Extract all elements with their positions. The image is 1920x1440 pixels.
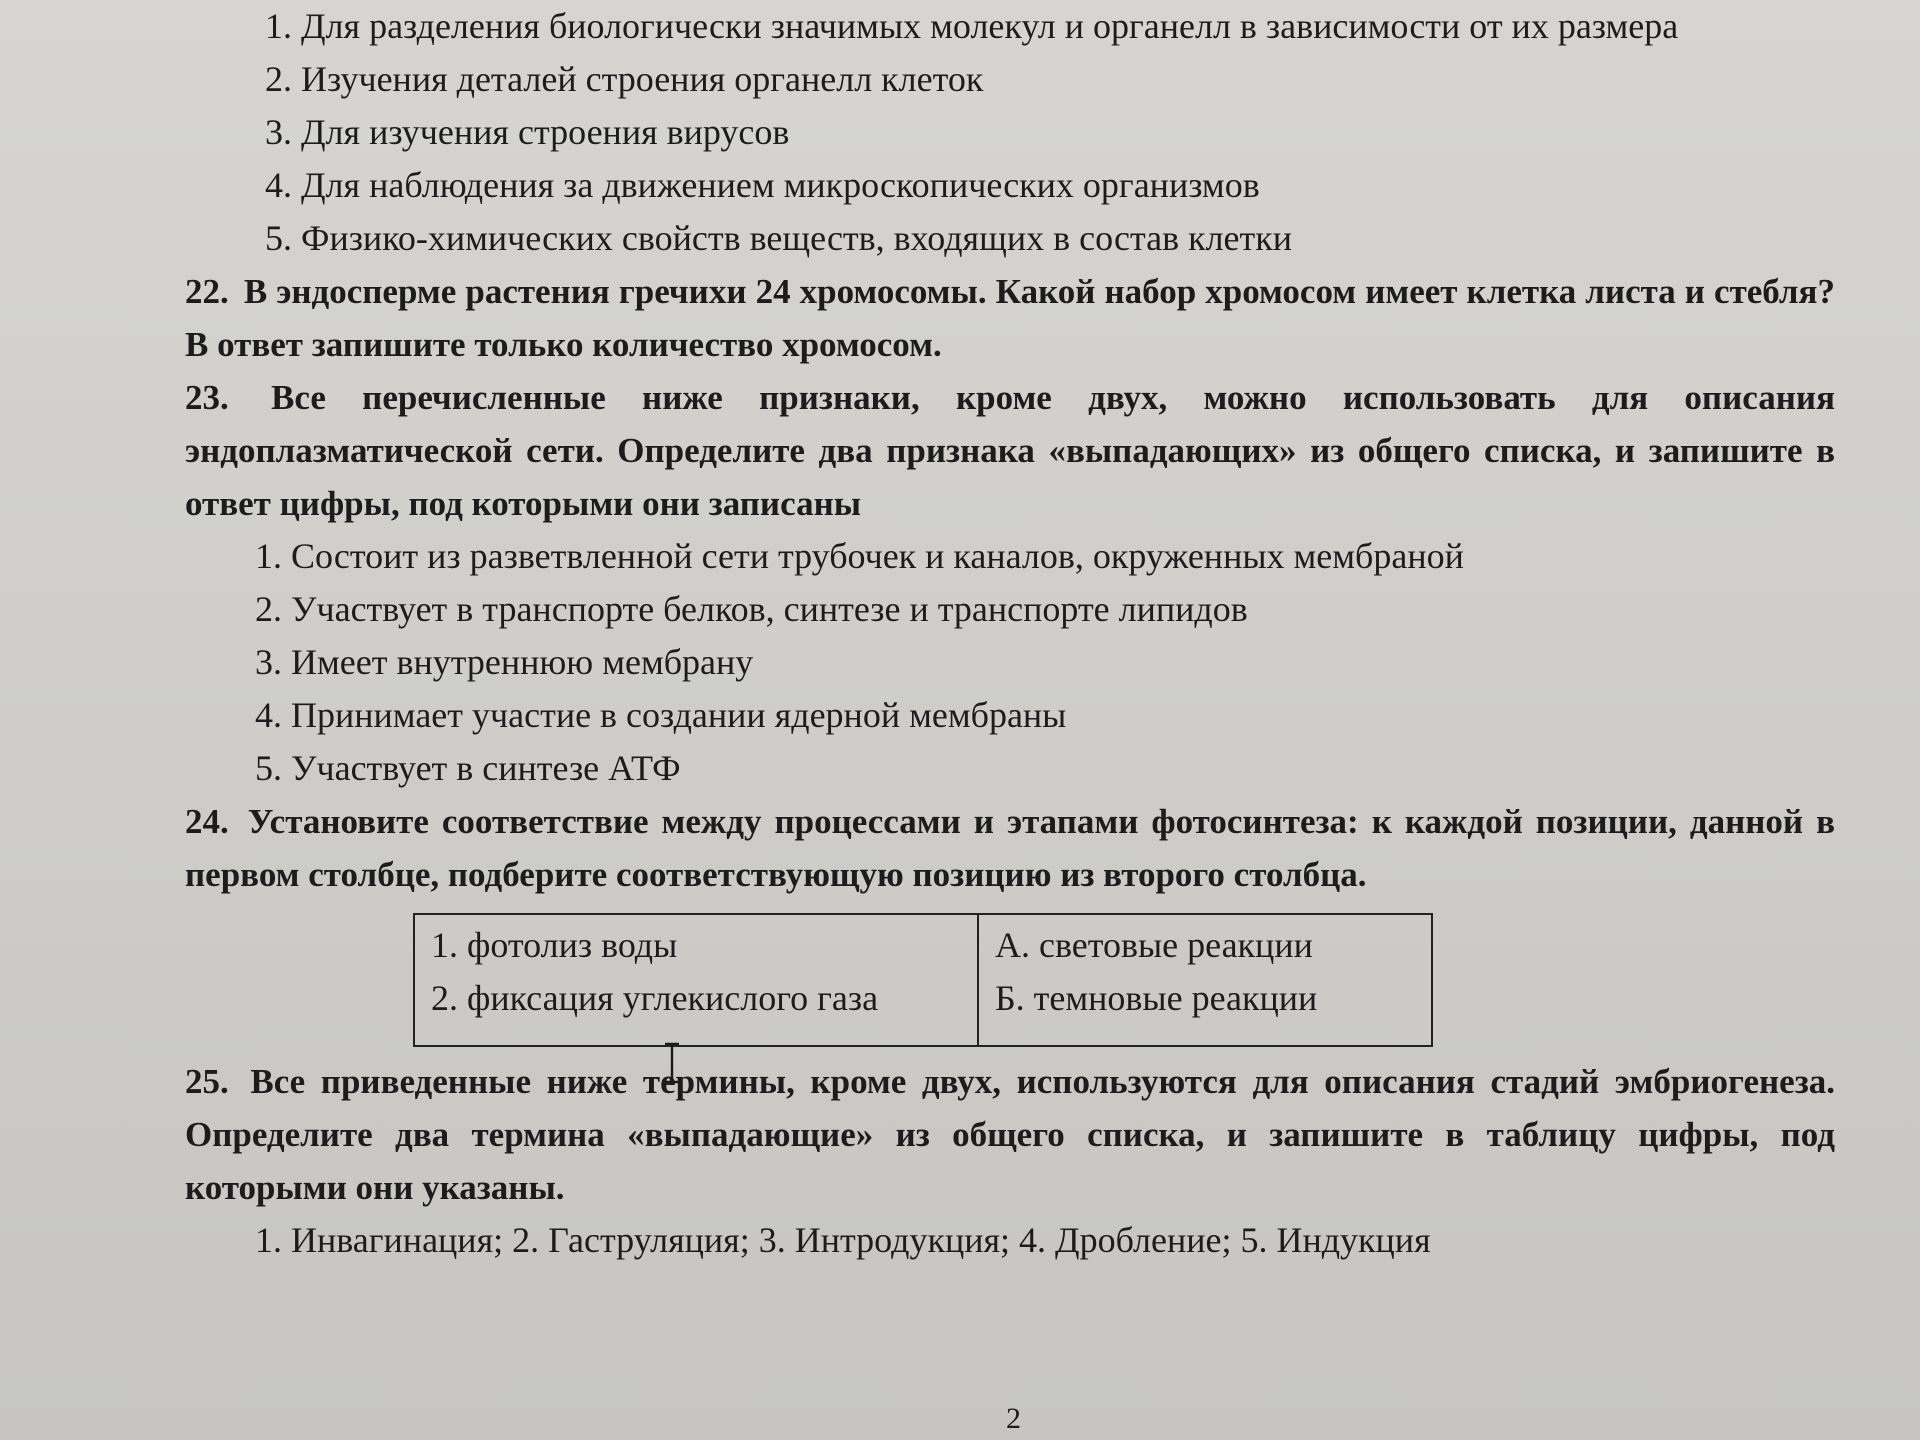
table-row xyxy=(414,914,1432,1046)
question-22 xyxy=(185,265,1835,371)
list-item: 3. Имеет внутреннюю мембрану xyxy=(255,642,754,682)
q23-options-list xyxy=(185,530,1835,795)
question-23 xyxy=(185,371,1835,530)
stage-item: А. световые реакции xyxy=(995,925,1313,965)
question-text: В эндосперме растения гречихи 24 хромосомы. Какой набор хромосом имеет клетка листа и стебля? В ответ запишите только количество хромосом. xyxy=(185,272,1835,364)
question-text: Все приведенные ниже термины, кроме двух, используются для описания стадий эмбриогенеза. Определите два термина «выпадающие» из общего списка, и запишите в таблицу цифры, под которыми они указаны. xyxy=(185,1062,1836,1207)
processes-column xyxy=(414,914,978,1046)
list-item: 1. Для разделения биологически значимых молекул и органелл в зависимости от их размера xyxy=(265,6,1679,46)
list-item: 3. Для изучения строения вирусов xyxy=(265,112,790,152)
list-item: 5. Физико-химических свойств веществ, входящих в состав клетки xyxy=(265,218,1293,258)
question-text: Все перечисленные ниже признаки, кроме двух, можно использовать для описания эндоплазматической сети. Определите два признака «выпадающих» из общего списка, и запишите в ответ цифры, под которыми они записаны xyxy=(185,378,1835,523)
process-item: 1. фотолиз воды xyxy=(431,925,678,965)
question-number: 22. xyxy=(185,272,229,311)
list-item: 4. Для наблюдения за движением микроскопических организмов xyxy=(265,165,1260,205)
question-24 xyxy=(185,795,1835,901)
q25-terms: 1. Инвагинация; 2. Гаструляция; 3. Интродукция; 4. Дробление; 5. Индукция xyxy=(255,1220,1431,1260)
list-item: 2. Изучения деталей строения органелл клеток xyxy=(265,59,984,99)
question-number: 25. xyxy=(185,1062,229,1101)
document-content xyxy=(185,0,1835,1267)
stage-item: Б. темновые реакции xyxy=(995,978,1318,1018)
list-item: 1. Состоит из разветвленной сети трубочек и каналов, окруженных мембраной xyxy=(255,536,1464,576)
stages-column xyxy=(978,914,1432,1046)
list-item: 5. Участвует в синтезе АТФ xyxy=(255,748,681,788)
question-25 xyxy=(185,1055,1835,1214)
text-cursor-icon xyxy=(662,1042,682,1084)
matching-table xyxy=(413,913,1433,1047)
question-text: Установите соответствие между процессами и этапами фотосинтеза: к каждой позиции, данной в первом столбце, подберите соответствующую позицию из второго столбца. xyxy=(185,802,1835,894)
list-item: 4. Принимает участие в создании ядерной мембраны xyxy=(255,695,1067,735)
question-number: 23. xyxy=(185,378,229,417)
q21-options-list xyxy=(185,0,1835,265)
list-item: 2. Участвует в транспорте белков, синтезе и транспорте липидов xyxy=(255,589,1248,629)
page-number: 2 xyxy=(1006,1402,1021,1435)
process-item: 2. фиксация углекислого газа xyxy=(431,978,879,1018)
question-number: 24. xyxy=(185,802,229,841)
